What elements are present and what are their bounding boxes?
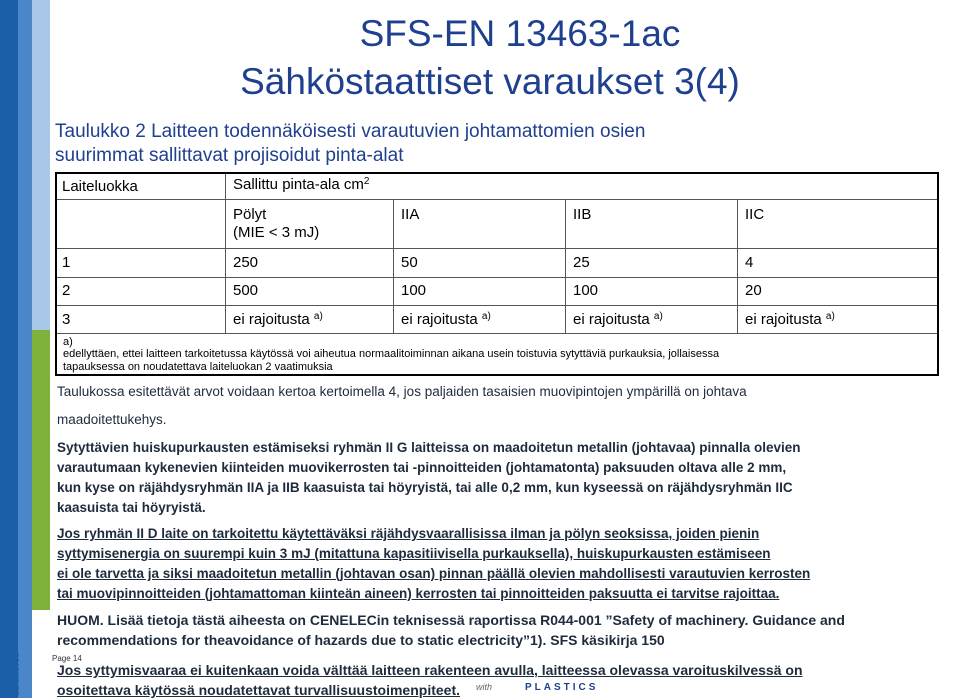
table-subheader-dust: Pölyt [233, 206, 267, 223]
table-cell: 4 [745, 254, 754, 271]
table-subheader-iib: IIB [573, 206, 592, 223]
table-cell: 25 [573, 254, 590, 271]
left-stripe-green [32, 330, 50, 610]
page-title-line2: Sähköstaattiset varaukset 3(4) [240, 61, 740, 102]
paragraph-line: recommendations for theavoidance of hazards due to static electricity”1). SFS käsikirja 150 [57, 632, 665, 648]
table-header-class: Laiteluokka [62, 178, 138, 195]
table-caption [55, 120, 815, 168]
table-cell: ei rajoitusta $^{a)}$ [745, 311, 835, 328]
paragraph-line: kun kyse on räjähdysryhmän IIA ja IIB kaasuista tai höyryistä, tai alle 0,2 mm, kun kyseessä on räjähdysryhmän IIC [57, 480, 793, 495]
table-cell: ei rajoitusta $^{a)}$ [233, 311, 323, 328]
table-note-line1: edellyttäen, ettei laitteen tarkoitetussa käytössä voi aiheutua normaalitoiminnan aikana usein toistuvia sytyttäviä purkauksia, jollaisessa [63, 348, 720, 360]
page-title-line1: SFS-EN 13463-1ac [359, 13, 681, 54]
paragraph-line: Jos ryhmän II D laite on tarkoitettu käytettäväksi räjähdysvaarallisissa ilman ja pölyn seoksissa, joiden pienin [57, 526, 760, 541]
table-cell: ei rajoitusta $^{a)}$ [573, 311, 663, 328]
table-caption-line2: suurimmat sallittavat projisoidut pinta-alat [55, 145, 404, 166]
table-subheader-mie: (MIE < 3 mJ) [233, 224, 320, 241]
table-cell: 50 [401, 254, 418, 271]
paragraph-line: kaasuista tai höyryistä. [57, 500, 206, 515]
table-rule [57, 305, 937, 306]
table-cell: 500 [233, 282, 259, 299]
left-stripe-bottom [32, 610, 50, 698]
paragraph-line: Sytyttävien huiskupurkausten estämiseksi ryhmän II G laitteissa on maadoitetun metallin (johtavaa) pinnalla olevien [57, 440, 801, 455]
footer-brand: PLASTICS [525, 682, 599, 693]
paragraph-warning-label [57, 660, 952, 700]
paragraph-dust-group [57, 524, 952, 604]
paragraph-line: syttymisenergia on suurempi kuin 3 mJ (mitattuna kapasitiivisella purkauksella), huiskupurkausten estämiseen [57, 546, 771, 561]
table-caption-line1: Taulukko 2 Laitteen todennäköisesti varautuvien johtamattomien osien [55, 121, 646, 142]
paragraph-line: HUOM. Lisää tietoja tästä aiheesta on CENELECin teknisessä raportissa R044-001 ”Safety of machinery. Guidance and [57, 612, 845, 628]
table-note-label: a) [63, 336, 73, 348]
area-limits-table [55, 172, 939, 376]
table-cell: 100 [401, 282, 427, 299]
table-note-line2: tapauksessa on noudatettava laiteluokan 2 vaatimuksia [63, 361, 333, 373]
table-cell: 250 [233, 254, 259, 271]
table-cell: ei rajoitusta $^{a)}$ [401, 311, 491, 328]
paragraph-brush-discharge [57, 438, 952, 518]
paragraph-line: maadoitettukehys. [57, 412, 167, 427]
table-col-divider [393, 199, 394, 333]
table-col-divider [565, 199, 566, 333]
table-subheader-iia: IIA [401, 206, 420, 223]
table-col-divider [737, 199, 738, 333]
table-rule [57, 277, 937, 278]
table-cell: 100 [573, 282, 599, 299]
table-cell: 20 [745, 282, 762, 299]
paragraph-line: osoitettava käytössä noudatettavat turvallisuustoimenpiteet. [57, 682, 460, 698]
table-header-area: Sallittu pinta-ala $cm^2$ [233, 176, 370, 193]
table-rule [57, 333, 937, 334]
table-cell: 1 [62, 254, 71, 271]
copyright-text: Copyright © 2005 Borealis A/S [2, 630, 21, 696]
footer-with: with [476, 682, 493, 692]
page-number: Page 14 [52, 654, 82, 663]
table-cell: 3 [62, 311, 71, 328]
table-rule [57, 199, 937, 200]
left-stripe-mid [18, 0, 32, 698]
paragraph-line: Jos syttymisvaaraa ei kuitenkaan voida välttää laitteen rakenteen avulla, laitteessa olevassa varoituskilvessä on [57, 662, 803, 678]
paragraph-line: tai muovipinnoitteiden (johtamattoman kiinteän aineen) kerrosten tai pinnoitteiden paksuutta ei tarvitse rajoittaa. [57, 586, 780, 601]
paragraph-multiplier [57, 381, 952, 431]
left-stripe-dark [0, 0, 18, 698]
table-cell: 2 [62, 282, 71, 299]
paragraph-line: Taulukossa esitettävät arvot voidaan kertoa kertoimella 4, jos paljaiden tasaisien muovipintojen ympärillä on johtava [57, 384, 747, 399]
table-col-divider [225, 174, 226, 333]
paragraph-note [57, 610, 952, 650]
paragraph-line: ei ole tarvetta ja siksi maadoitetun metallin (johtavan osan) pinnan päällä olevien mahdollisesti varautuvien kerrosten [57, 566, 811, 581]
left-stripe-light [32, 0, 50, 330]
table-rule [57, 248, 937, 249]
table-subheader-iic: IIC [745, 206, 765, 223]
paragraph-line: varautumaan kykenevien kiinteiden muovikerrosten tai -pinnoitteiden (johtamatonta) paksuuden oltava alle 2 mm, [57, 460, 787, 475]
